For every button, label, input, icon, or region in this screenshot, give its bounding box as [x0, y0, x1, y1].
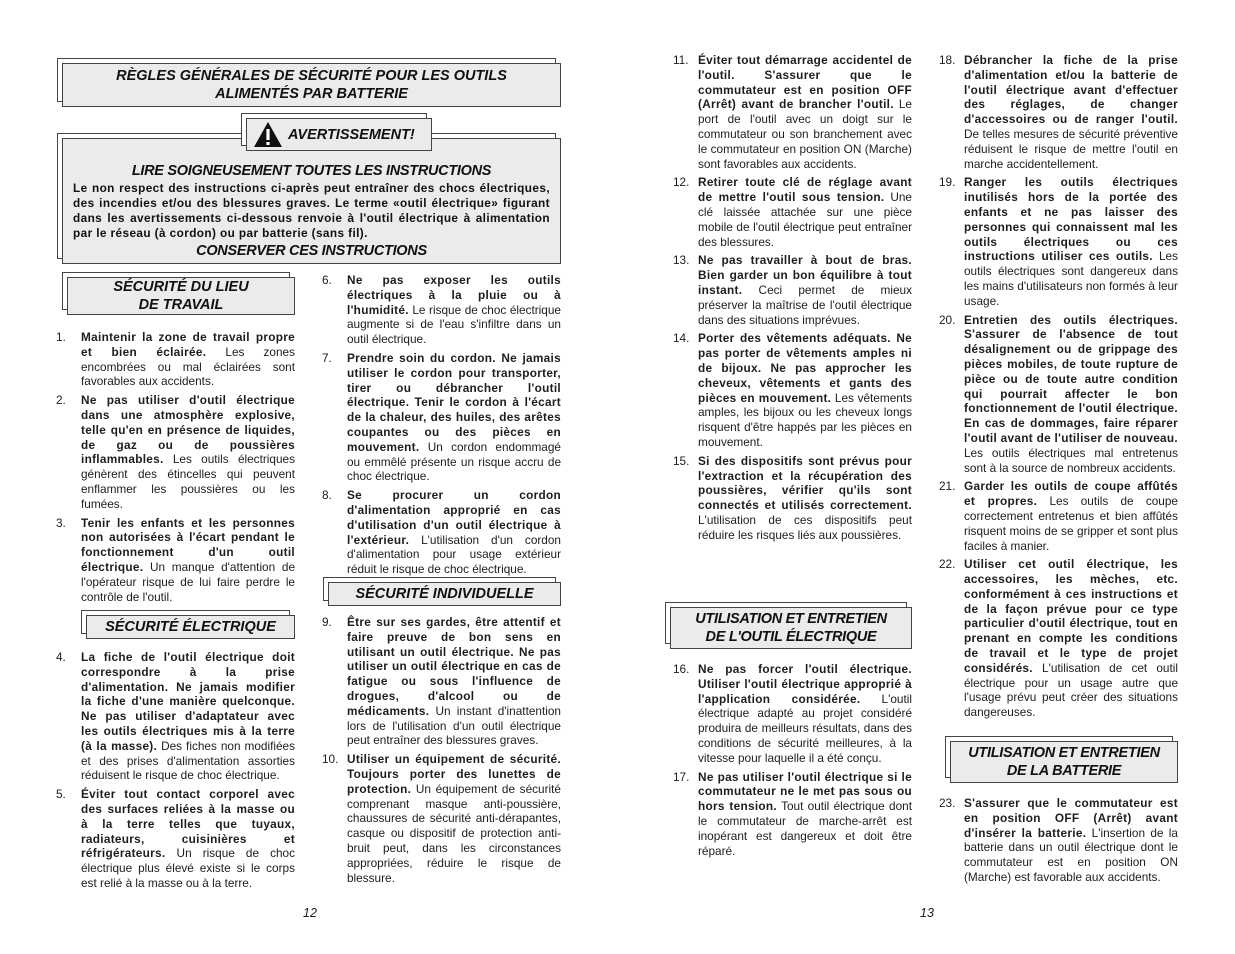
list-item-5: 5. Éviter tout contact corporel avec des surfaces reliées à la masse ou à la terre telles que tuyaux, radiateurs, cuisinières et réfrigérateurs. Un risque de choc électrique plus élevé existe si le corps est relié à la masse ou à la terre.	[56, 787, 295, 890]
main-title-line2: ALIMENTÉS PAR BATTERIE	[215, 86, 408, 102]
column-3-a	[673, 53, 912, 547]
section-electrical-label: SÉCURITÉ ÉLECTRIQUE	[105, 619, 276, 635]
warning-footer: CONSERVER CES INSTRUCTIONS	[196, 243, 427, 259]
list-item-14: 14. Porter des vêtements adéquats. Ne pas porter de vêtements amples ni de bijoux. Ne pas approcher les cheveux, vêtements et gants des pièces en mouvement. Les vêtements amples, les bijoux ou les cheveux longs risquent d'être happés par les pièces en mouvement.	[673, 331, 912, 449]
warning-triangle-icon	[253, 121, 283, 148]
list-item-2: 2. Ne pas utiliser d'outil électrique dans une atmosphère explosive, telle qu'en en présence de liquides, de gaz ou de poussières inflammables. Les outils électriques génèrent des étincelles qui peuvent enflammer les poussières ou les fumées.	[56, 393, 295, 511]
list-item-11: 11. Éviter tout démarrage accidentel de l'outil. S'assurer que le commutateur est en position OFF (Arrêt) avant de brancher l'outil. Le port de l'outil avec un doigt sur le commutateur ou son branchement avec le commutateur en position ON (Marche) sont favorables aux accidents.	[673, 53, 912, 171]
column-4-a	[939, 53, 1178, 724]
section-work-area	[67, 277, 295, 315]
section-work-area-line2: DE TRAVAIL	[138, 297, 224, 313]
section-personal	[328, 582, 561, 606]
list-item-8: 8. Se procurer un cordon d'alimentation approprié en cas d'utilisation d'un outil électrique à l'extérieur. L'utilisation d'un cordon d'alimentation pour usage extérieur réduit le risque de choc électrique.	[322, 488, 561, 577]
column-1-a	[56, 330, 295, 608]
section-tool-use-line2: DE L'OUTIL ÉLECTRIQUE	[705, 629, 877, 645]
list-item-13: 13. Ne pas travailler à bout de bras. Bien garder un bon équilibre à tout instant. Ceci permet de mieux préserver la maîtrise de l'outil électrique dans des situations imprévues.	[673, 253, 912, 327]
list-item-9: 9. Être sur ses gardes, être attentif et faire preuve de bon sens en utilisant un outil électrique. Ne pas utiliser un outil électrique en cas de fatigue ou sous l'influence de drogues, d'alcool ou de médicaments. Un instant d'inattention lors de l'utilisation d'un outil électrique peut entraîner des blessures graves.	[322, 615, 561, 748]
column-2-a	[322, 273, 561, 581]
list-item-20: 20. Entretien des outils électriques. S'assurer de l'absence de tout désalignement ou de grippage des pièces mobiles, de toute rupture de pièce ou de toute autre condition qui pourrait affecter le bon fonctionnement de l'outil électrique. En cas de dommages, faire réparer l'outil avant de l'utiliser de nouveau. Les outils électriques mal entretenus sont à la source de nombreux accidents.	[939, 312, 1178, 475]
list-item-15: 15. Si des dispositifs sont prévus pour l'extraction et la récupération des poussières, vérifier qu'ils sont connectés et utilisés correctement. L'utilisation de ces dispositifs peut réduire les risques liés aux poussières.	[673, 453, 912, 542]
list-item-23: 23. S'assurer que le commutateur est en position OFF (Arrêt) avant d'insérer la batterie. L'insertion de la batterie dans un outil électrique dont le commutateur est en position ON (Marche) est favorable aux accidents.	[939, 796, 1178, 884]
column-2-b	[322, 615, 561, 889]
section-work-area-line1: SÉCURITÉ DU LIEU	[113, 279, 249, 295]
section-battery-line1: UTILISATION ET ENTRETIEN	[968, 745, 1160, 761]
section-tool-use	[670, 607, 912, 649]
list-item-4: 4. La fiche de l'outil électrique doit correspondre à la prise d'alimentation. Ne jamais modifier la fiche d'une manière quelconque. Ne pas utiliser d'adaptateur avec les outils électriques mis à la terre (à la masse). Des fiches non modifiées et des prises d'alimentation assorties réduisent le risque de choc électrique.	[56, 650, 295, 783]
warning-heading: LIRE SOIGNEUSEMENT TOUTES LES INSTRUCTIONS	[131, 163, 492, 179]
warning-box	[62, 138, 561, 264]
list-item-21: 21. Garder les outils de coupe affûtés et propres. Les outils de coupe correctement entretenus et bien affûtés risquent moins de se gripper et sont plus faciles à manier.	[939, 479, 1178, 553]
list-item-10: 10. Utiliser un équipement de sécurité. Toujours porter des lunettes de protection. Un équipement de sécurité comprenant masque anti-poussière, chaussures de sécurité anti-dérapantes, casque ou dispositif de protection anti-bruit peut, dans les circonstances appropriées, réduire le risque de blessure.	[322, 752, 561, 885]
page-number-right: 13	[920, 906, 934, 920]
main-title-line1: RÈGLES GÉNÉRALES DE SÉCURITÉ POUR LES OUTILS	[116, 68, 507, 84]
page-number-left: 12	[303, 906, 317, 920]
list-item-12: 12. Retirer toute clé de réglage avant de mettre l'outil sous tension. Une clé laissée attachée sur une pièce mobile de l'outil électrique peut entraîner des blessures.	[673, 175, 912, 249]
warning-label-box	[246, 118, 432, 151]
list-item-19: 19. Ranger les outils électriques inutilisés hors de la portée des enfants et ne pas laisser des personnes qui connaissent mal les outils électriques ou ces instructions utiliser ces outils. Les outils électriques sont dangereux dans les mains d'utilisateurs non formés à leur usage.	[939, 175, 1178, 308]
list-item-1: 1. Maintenir la zone de travail propre et bien éclairée. Les zones encombrées ou mal éclairées sont favorables aux accidents.	[56, 330, 295, 389]
list-item-17: 17. Ne pas utiliser l'outil électrique si le commutateur ne le met pas sous ou hors tension. Tout outil électrique dont le commutateur de marche-arrêt est inopérant est dangereux et doit être réparé.	[673, 769, 912, 858]
section-electrical	[86, 615, 295, 639]
list-item-7: 7. Prendre soin du cordon. Ne jamais utiliser le cordon pour transporter, tirer ou débrancher l'outil électrique. Tenir le cordon à l'écart de la chaleur, des huiles, des arêtes coupantes ou des pièces en mouvement. Un cordon endommagé ou emmêlé présente un risque accru de choc électrique.	[322, 350, 561, 484]
column-1-b	[56, 650, 295, 895]
list-item-18: 18. Débrancher la fiche de la prise d'alimentation et/ou la batterie de l'outil électrique avant d'effectuer des réglages, de changer d'accessoires ou de ranger l'outil. De telles mesures de sécurité préventive réduisent le risque de mettre l'outil en marche accidentellement.	[939, 53, 1178, 171]
list-item-16: 16. Ne pas forcer l'outil électrique. Utiliser l'outil électrique approprié à l'application considérée. L'outil électrique adapté au projet considéré produira de meilleurs résultats, dans des conditions de sécurité meilleures, à la vitesse pour laquelle il a été conçu.	[673, 662, 912, 765]
list-item-3: 3. Tenir les enfants et les personnes non autorisées à l'écart pendant le fonctionnement d'un outil électrique. Un manque d'attention de l'opérateur risque de lui faire perdre le contrôle de l'outil.	[56, 515, 295, 604]
section-tool-use-line1: UTILISATION ET ENTRETIEN	[695, 611, 887, 627]
list-item-22: 22. Utiliser cet outil électrique, les accessoires, les mèches, etc. conformément à ces instructions et de la façon prévue pour ce type particulier d'outil électrique, tout en prenant en compte les conditions de travail et le type de projet considérés. L'utilisation de cet outil électrique pour un usage autre que l'usage prévu peut créer des situations dangereuses.	[939, 557, 1178, 720]
list-item-6: 6. Ne pas exposer les outils électriques à la pluie ou à l'humidité. Le risque de choc électrique augmente si de l'eau s'infiltre dans un outil électrique.	[322, 273, 561, 347]
warning-body: Le non respect des instructions ci-après peut entraîner des chocs électriques, des incendies et/ou des blessures graves. Le terme «outil électrique» figurant dans les avertissements ci-dessous renvoie à l'outil électrique à alimentation par le réseau (à cordon) ou par batterie (sans fil).	[73, 181, 550, 240]
column-4-b	[939, 796, 1178, 889]
main-title-box	[62, 63, 561, 107]
column-3-b	[673, 662, 912, 862]
section-personal-label: SÉCURITÉ INDIVIDUELLE	[355, 586, 534, 602]
section-battery-line2: DE LA BATTERIE	[1006, 763, 1122, 779]
section-battery	[950, 741, 1178, 783]
warning-label: AVERTISSEMENT!	[288, 126, 415, 143]
